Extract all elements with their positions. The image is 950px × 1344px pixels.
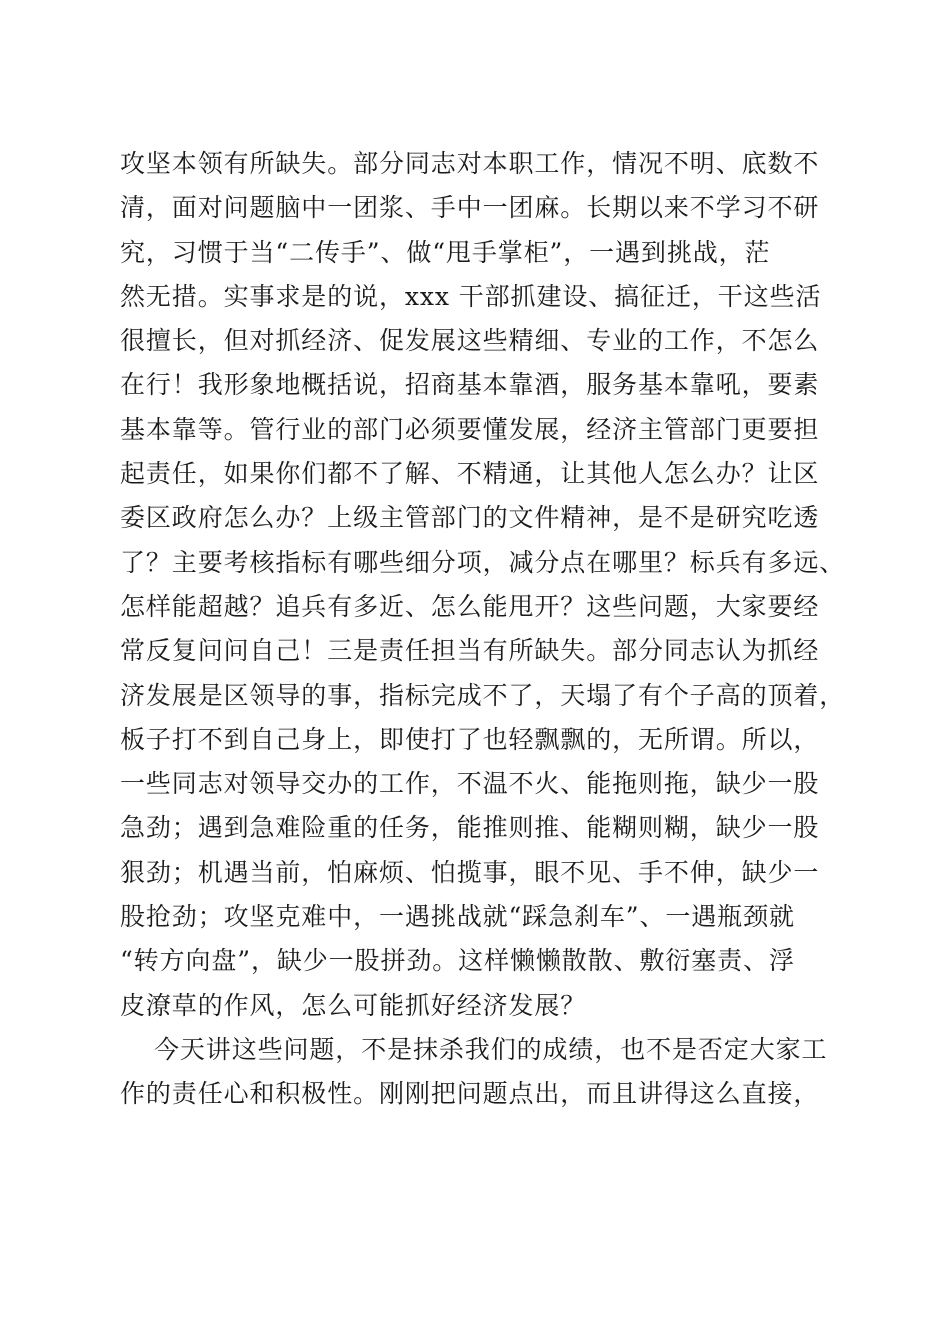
text-line: 皮潦草的作风，怎么可能抓好经济发展？ bbox=[120, 990, 587, 1020]
body-text bbox=[120, 142, 860, 1117]
text-line: 委区政府怎么办？上级主管部门的文件精神，是不是研究吃透 bbox=[120, 503, 820, 533]
text-line: 狠劲；机遇当前，怕麻烦、怕揽事，眼不见、手不伸，缺少一 bbox=[120, 857, 820, 887]
text-line: 然无措。实事求是的说，xxx 干部抓建设、搞征迁，干这些活 bbox=[120, 281, 822, 311]
text-line: 在行！我形象地概括说，招商基本靠酒，服务基本靠吼，要素 bbox=[120, 370, 820, 400]
text-line: 一些同志对领导交办的工作，不温不火、能拖则拖，缺少一股 bbox=[120, 769, 820, 799]
text-line: “转方向盘”，缺少一股拼劲。这样懒懒散散、敷衍塞责、浮 bbox=[120, 946, 795, 976]
text-line: 板子打不到自己身上，即使打了也轻飘飘的，无所谓。所以， bbox=[120, 724, 820, 754]
text-line: 了？主要考核指标有哪些细分项，减分点在哪里？标兵有多远、 bbox=[120, 547, 846, 577]
text-line: 急劲；遇到急难险重的任务，能推则推、能糊则糊，缺少一股 bbox=[120, 813, 820, 843]
text-line: 济发展是区领导的事，指标完成不了，天塌了有个子高的顶着， bbox=[120, 680, 846, 710]
text-line: 怎样能超越？追兵有多近、怎么能甩开？这些问题，大家要经 bbox=[120, 591, 820, 621]
text-line: 作的责任心和积极性。刚刚把问题点出，而且讲得这么直接， bbox=[120, 1079, 820, 1109]
text-line: 起责任，如果你们都不了解、不精通，让其他人怎么办？让区 bbox=[120, 459, 820, 489]
paragraph-first-line: 今天讲这些问题，不是抹杀我们的成绩，也不是否定大家工 bbox=[154, 1034, 828, 1064]
text-line: 究，习惯于当“二传手”、做“甩手掌柜”，一遇到挑战，茫 bbox=[120, 237, 771, 267]
text-line: 很擅长，但对抓经济、促发展这些精细、专业的工作，不怎么 bbox=[120, 326, 820, 356]
text-line: 基本靠等。管行业的部门必须要懂发展，经济主管部门更要担 bbox=[120, 414, 820, 444]
text-line: 股抢劲；攻坚克难中，一遇挑战就“踩急刹车”、一遇瓶颈就 bbox=[120, 902, 795, 932]
text-line: 攻坚本领有所缺失。部分同志对本职工作，情况不明、底数不 bbox=[120, 149, 820, 178]
text-line: 清，面对问题脑中一团浆、手中一团麻。长期以来不学习不研 bbox=[120, 193, 820, 223]
text-line: 常反复问问自己！三是责任担当有所缺失。部分同志认为抓经 bbox=[120, 636, 820, 666]
